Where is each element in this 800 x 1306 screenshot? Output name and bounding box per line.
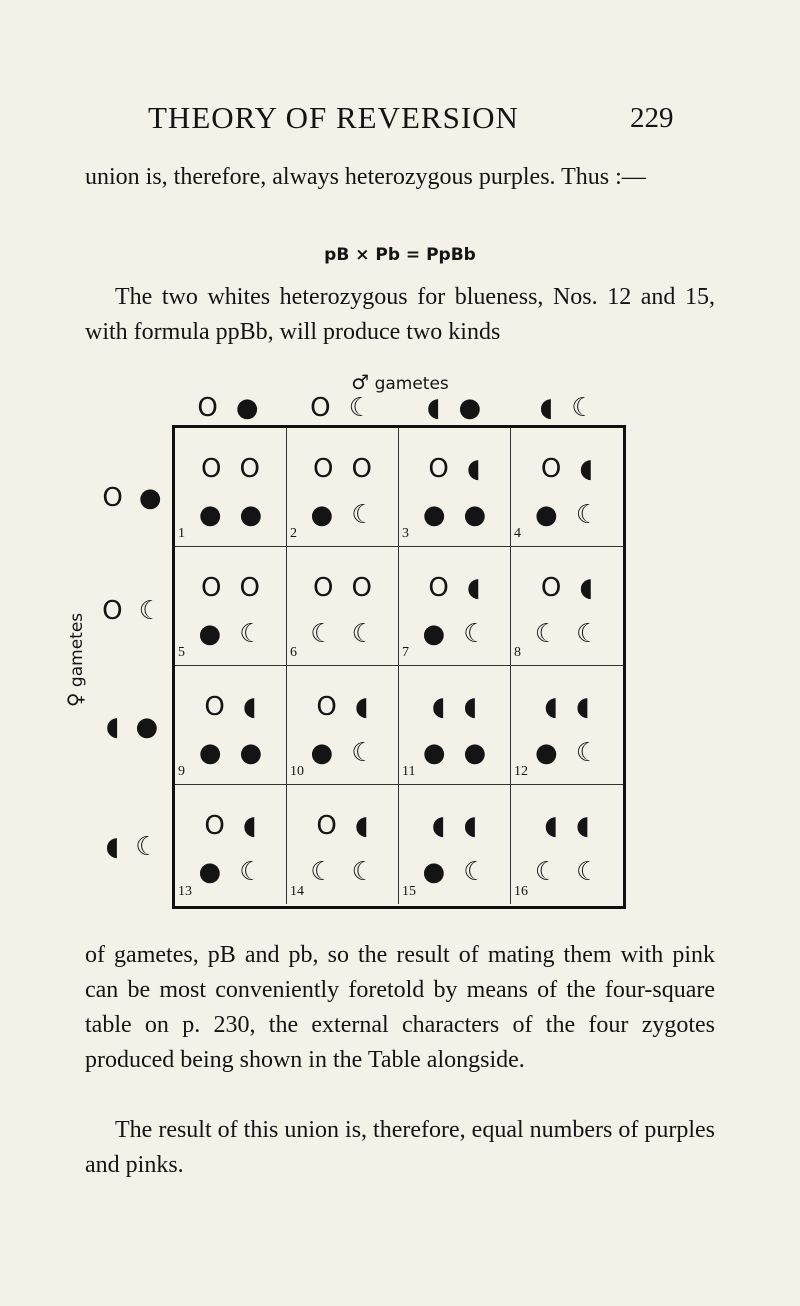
gamete-glyph: ●: [422, 619, 446, 649]
gamete-glyph: ☾: [534, 857, 558, 887]
zygote-bottom-pair: [175, 502, 286, 528]
cell-number: 14: [290, 884, 304, 899]
zygote-cell: [511, 547, 623, 666]
gamete-glyph: ◖: [579, 454, 594, 484]
female-gametes-label: gametes: [67, 612, 87, 688]
gamete-glyph: O: [310, 393, 331, 423]
gamete-glyph: ◖: [539, 393, 554, 423]
cell-number: 15: [402, 884, 416, 899]
row-gamete-2: [92, 598, 172, 628]
zygote-bottom-pair: [287, 621, 398, 647]
gamete-glyph: O: [201, 454, 222, 484]
gamete-glyph: ☾: [239, 857, 263, 887]
paragraph-result: The result of this union is, therefore, equal numbers of purples and pinks.: [85, 1117, 715, 1178]
zygote-bottom-pair: [175, 740, 286, 766]
zygote-bottom-pair: [399, 740, 510, 766]
zygote-cell: [399, 547, 511, 666]
gamete-glyph: O: [313, 573, 334, 603]
gamete-glyph: O: [102, 483, 123, 513]
gamete-glyph: ◖: [354, 811, 369, 841]
page-number: 229: [630, 102, 674, 134]
gamete-glyph: O: [316, 811, 337, 841]
gamete-glyph: O: [351, 454, 372, 484]
male-symbol-icon: ♂: [351, 370, 370, 394]
gamete-glyph: ☾: [534, 619, 558, 649]
gamete-glyph: ☾: [571, 393, 595, 423]
gamete-glyph: ●: [463, 738, 487, 768]
female-gametes-caption: [63, 613, 87, 707]
zygote-bottom-pair: [399, 502, 510, 528]
gamete-glyph: O: [201, 573, 222, 603]
gamete-glyph: ◖: [466, 573, 481, 603]
gamete-glyph: ☾: [239, 619, 263, 649]
gamete-glyph: ●: [310, 500, 334, 530]
gamete-glyph: ☾: [138, 596, 162, 626]
gamete-glyph: O: [540, 454, 562, 484]
zygote-top-pair: [287, 813, 398, 839]
cell-number: 13: [178, 884, 192, 899]
zygote-bottom-pair: [511, 859, 623, 885]
column-gamete-2: [285, 395, 397, 425]
paragraph-two-whites: The two whites heterozygous for blueness, Nos. 12 and 15, with formula ppBb, will produce two kinds: [85, 284, 715, 345]
cell-number: 7: [402, 645, 409, 660]
paragraph-gametes: of gametes, pB and pb, so the result of mating them with pink can be most conveniently foretold by means of the four-square table on p. 230, the external characters of the four zygotes produced being shown in the Table alongside.: [85, 942, 715, 1073]
zygote-cell: [399, 785, 511, 904]
gamete-glyph: ☾: [351, 500, 375, 530]
zygote-top-pair: [511, 575, 623, 601]
zygote-top-pair: [399, 456, 510, 482]
zygote-cell: [175, 785, 287, 904]
gamete-glyph: O: [239, 573, 260, 603]
cell-number: 3: [402, 526, 409, 541]
zygote-cell: [175, 666, 287, 785]
zygote-bottom-pair: [287, 740, 398, 766]
gamete-glyph: ☾: [575, 500, 599, 530]
zygote-top-pair: [399, 694, 510, 720]
row-gamete-1: [92, 485, 172, 515]
zygote-cell: [287, 547, 399, 666]
cell-number: 11: [402, 764, 416, 779]
gamete-glyph: ●: [138, 483, 162, 513]
zygote-top-pair: [175, 813, 286, 839]
gamete-glyph: ◖: [431, 692, 446, 722]
paragraph-intro: union is, therefore, always heterozygous purples. Thus :—: [85, 164, 646, 190]
gamete-glyph: O: [316, 692, 337, 722]
gamete-glyph: O: [313, 454, 334, 484]
gamete-glyph: ☾: [135, 832, 159, 862]
gamete-glyph: ☾: [310, 619, 334, 649]
gamete-glyph: O: [351, 573, 372, 603]
column-gamete-1: [172, 395, 284, 425]
gamete-glyph: ●: [422, 738, 446, 768]
gamete-glyph: ●: [239, 500, 263, 530]
zygote-top-pair: [287, 575, 398, 601]
gamete-glyph: ☾: [463, 857, 487, 887]
gamete-glyph: ◖: [105, 832, 120, 862]
gamete-glyph: ☾: [463, 619, 487, 649]
gamete-glyph: ◖: [426, 393, 441, 423]
zygote-top-pair: [511, 694, 623, 720]
gamete-glyph: ●: [458, 393, 482, 423]
zygote-cell: [399, 666, 511, 785]
gamete-glyph: ☾: [576, 619, 600, 649]
gamete-glyph: ☾: [351, 738, 375, 768]
cell-number: 12: [514, 764, 528, 779]
gamete-glyph: ●: [198, 738, 222, 768]
gamete-glyph: ◖: [576, 692, 590, 722]
gamete-glyph: ●: [463, 500, 487, 530]
zygote-bottom-pair: [287, 859, 398, 885]
row-gamete-4: [92, 834, 172, 864]
gamete-glyph: ●: [198, 500, 222, 530]
gamete-glyph: ●: [422, 857, 446, 887]
cell-number: 1: [178, 526, 185, 541]
four-square-table: [172, 425, 626, 909]
gamete-glyph: ☾: [351, 619, 375, 649]
gamete-glyph: ●: [198, 857, 222, 887]
zygote-cell: [511, 428, 623, 547]
gamete-glyph: O: [428, 454, 449, 484]
gamete-glyph: O: [540, 573, 562, 603]
gamete-glyph: ◖: [576, 811, 590, 841]
row-gamete-3: [92, 714, 172, 744]
gamete-glyph: ●: [239, 738, 263, 768]
zygote-top-pair: [287, 694, 398, 720]
gamete-glyph: ●: [310, 738, 334, 768]
cell-number: 8: [514, 645, 521, 660]
zygote-top-pair: [399, 813, 510, 839]
gamete-glyph: O: [428, 573, 449, 603]
zygote-top-pair: [511, 456, 623, 482]
cell-number: 16: [514, 884, 528, 899]
gamete-glyph: O: [204, 811, 225, 841]
male-gametes-caption: [0, 370, 800, 394]
gamete-glyph: ◖: [463, 811, 478, 841]
gamete-glyph: ●: [135, 712, 159, 742]
zygote-cell: [175, 428, 287, 547]
gamete-glyph: ●: [422, 500, 446, 530]
zygote-top-pair: [175, 694, 286, 720]
cell-number: 10: [290, 764, 304, 779]
gamete-glyph: ☾: [576, 857, 600, 887]
cell-number: 4: [514, 526, 521, 541]
zygote-bottom-pair: [287, 502, 398, 528]
gamete-glyph: ◖: [544, 811, 558, 841]
zygote-top-pair: [175, 456, 286, 482]
zygote-cell: [399, 428, 511, 547]
zygote-cell: [175, 547, 287, 666]
zygote-cell: [287, 666, 399, 785]
gamete-glyph: ☾: [348, 393, 372, 423]
gamete-glyph: ●: [198, 619, 222, 649]
zygote-cell: [287, 785, 399, 904]
gamete-glyph: ◖: [354, 692, 369, 722]
zygote-top-pair: [175, 575, 286, 601]
zygote-top-pair: [511, 813, 623, 839]
zygote-cell: [287, 428, 399, 547]
gamete-glyph: ☾: [351, 857, 375, 887]
cell-number: 5: [178, 645, 185, 660]
gamete-glyph: ●: [235, 393, 259, 423]
female-symbol-icon: ♀: [63, 692, 87, 708]
gamete-glyph: ☾: [575, 738, 599, 768]
page-title: THEORY OF REVERSION: [148, 100, 519, 135]
gamete-glyph: ◖: [242, 811, 257, 841]
gamete-glyph: O: [239, 454, 260, 484]
zygote-top-pair: [287, 456, 398, 482]
column-gamete-4: [511, 395, 623, 425]
cell-number: 6: [290, 645, 297, 660]
gamete-glyph: O: [102, 596, 123, 626]
zygote-bottom-pair: [399, 859, 510, 885]
gamete-glyph: ◖: [242, 692, 257, 722]
gamete-glyph: ◖: [466, 454, 481, 484]
cell-number: 2: [290, 526, 297, 541]
formula: pB × Pb = PpBb: [324, 245, 476, 265]
zygote-bottom-pair: [175, 621, 286, 647]
male-gametes-label: gametes: [374, 374, 449, 394]
zygote-cell: [511, 666, 623, 785]
running-header: [0, 100, 800, 150]
gamete-glyph: ●: [535, 738, 558, 768]
gamete-glyph: O: [197, 393, 218, 423]
gamete-glyph: ◖: [579, 573, 594, 603]
gamete-glyph: ☾: [310, 857, 334, 887]
gamete-glyph: ◖: [544, 692, 558, 722]
cell-number: 9: [178, 764, 185, 779]
gamete-glyph: ●: [535, 500, 558, 530]
gamete-glyph: ◖: [463, 692, 478, 722]
zygote-bottom-pair: [511, 740, 623, 766]
zygote-bottom-pair: [175, 859, 286, 885]
zygote-bottom-pair: [511, 621, 623, 647]
zygote-cell: [511, 785, 623, 904]
column-gamete-3: [398, 395, 510, 425]
zygote-top-pair: [399, 575, 510, 601]
gamete-glyph: ◖: [105, 712, 120, 742]
zygote-bottom-pair: [511, 502, 623, 528]
gamete-glyph: ◖: [431, 811, 446, 841]
zygote-bottom-pair: [399, 621, 510, 647]
gamete-glyph: O: [204, 692, 225, 722]
